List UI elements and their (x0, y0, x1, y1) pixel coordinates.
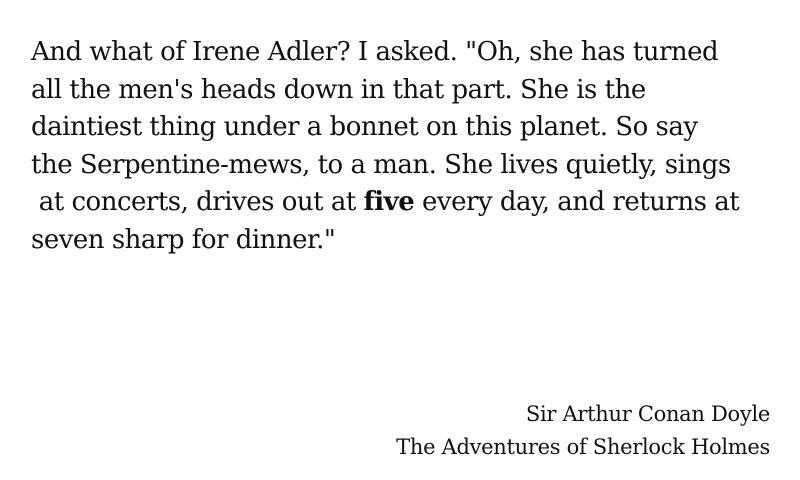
quote-line-5-end: every day, and returns at (414, 187, 740, 218)
quote-line-1: And what of Irene Adler? I asked. "Oh, she has turned (31, 37, 719, 67)
quote-line-4: the Serpentine-mews, to a man. She lives quietly, sings (31, 149, 731, 180)
quote-line-2: all the men's heads down in that part. She is the (31, 74, 646, 105)
quote-line-3: daintiest thing under a bonnet on this planet. So say (31, 112, 698, 143)
attribution (396, 398, 770, 464)
emphasized-word: five (363, 187, 415, 218)
quote-line-5-start: at concerts, drives out at (31, 187, 364, 218)
quote-passage (31, 34, 781, 260)
quote-line-6: seven sharp for dinner." (31, 224, 336, 255)
quote-line-5 (31, 184, 781, 222)
author-name: Sir Arthur Conan Doyle (525, 402, 770, 426)
work-title: The Adventures of Sherlock Holmes (396, 435, 770, 459)
